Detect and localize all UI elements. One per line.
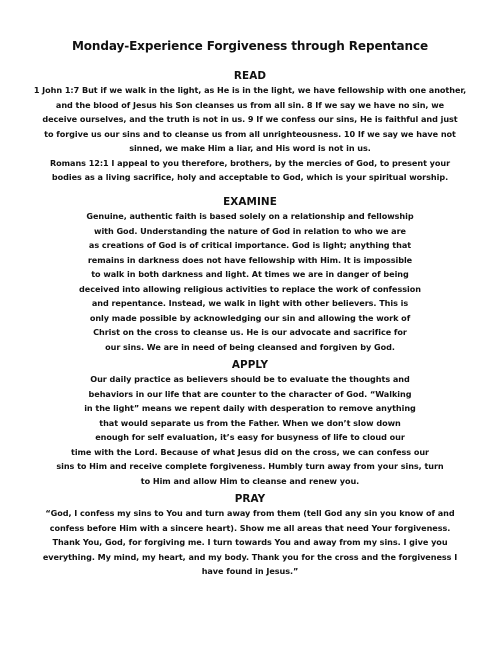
examine-line: to walk in both darkness and light. At times we are in danger of being	[91, 269, 409, 279]
examine-line: only made possible by acknowledging our sin and allowing the work of	[89, 312, 411, 323]
apply-line: behaviors in our life that are counter to the character of God. “Walking	[88, 388, 412, 399]
examine-line: deceived into allowing religious activities to replace the work of confession	[79, 283, 421, 294]
apply-line: Our daily practice as believers should be to evaluate the thoughts and	[90, 374, 410, 384]
read-line: Romans 12:1 I appeal to you therefore, brothers, by the mercies of God, to present your	[49, 157, 451, 168]
read-line: and the blood of Jesus his Son cleanses us from all sin. 8 If we say we have no sin, we	[55, 99, 445, 110]
page-title: Monday-Experience Forgiveness through Repentance	[71, 39, 429, 53]
apply-line: sins to Him and receive complete forgiveness. Humbly turn away from your sins, turn	[56, 461, 444, 471]
read-line: bodies as a living sacrifice, holy and acceptable to God, which is your spiritual worship.	[51, 172, 449, 182]
apply-line: in the light” means we repent daily with desperation to remove anything	[84, 403, 416, 413]
examine-line: Christ on the cross to cleanse us. He is our advocate and sacrifice for	[93, 327, 407, 337]
examine-line: remains in darkness does not have fellowship with Him. It is impossible	[87, 254, 413, 265]
pray-line: have found in Jesus.”	[201, 566, 299, 576]
pray-heading: PRAY	[234, 493, 266, 505]
pray-line: confess before Him with a sincere heart). Show me all areas that need Your forgiveness.	[49, 522, 451, 533]
pray-line: everything. My mind, my heart, and my body. Thank you for the cross and the forgiveness I	[42, 551, 458, 562]
apply-line: to Him and allow Him to cleanse and renew you.	[140, 475, 360, 486]
pray-text	[0, 506, 500, 579]
examine-line: and repentance. Instead, we walk in light with other believers. This is	[91, 298, 409, 308]
examine-line: our sins. We are in need of being cleansed and forgiven by God.	[105, 341, 395, 352]
apply-line: that would separate us from the Father. When we don’t slow down	[99, 417, 401, 428]
pray-section	[0, 492, 500, 579]
pray-line: “God, I confess my sins to You and turn away from them (tell God any sin you know of and	[45, 508, 455, 518]
apply-section	[0, 358, 500, 488]
read-line: to forgive us our sins and to cleanse us from all unrighteousness. 10 If we say we have not	[44, 128, 456, 139]
examine-heading: EXAMINE	[223, 196, 277, 208]
examine-line: Genuine, authentic faith is based solely on a relationship and fellowship	[86, 211, 414, 221]
apply-heading: APPLY	[231, 359, 269, 371]
apply-text	[0, 372, 500, 488]
read-line: deceive ourselves, and the truth is not in us. 9 If we confess our sins, He is faithful and just	[42, 114, 458, 124]
pray-line: Thank You, God, for forgiving me. I turn towards You and away from my sins. I give you	[52, 537, 448, 547]
read-text	[0, 83, 500, 185]
apply-line: enough for self evaluation, it’s easy for busyness of life to cloud our	[95, 432, 405, 442]
examine-text	[0, 209, 500, 354]
read-section	[0, 69, 500, 185]
read-line: 1 John 1:7 But if we walk in the light, as He is in the light, we have fellowship with one another,	[33, 85, 467, 95]
apply-line: time with the Lord. Because of what Jesus did on the cross, we can confess our	[71, 446, 429, 457]
read-line: sinned, we make Him a liar, and His word is not in us.	[129, 143, 371, 153]
read-heading: READ	[233, 70, 267, 82]
examine-line: as creations of God is of critical importance. God is light; anything that	[88, 240, 412, 250]
examine-line: with God. Understanding the nature of God in relation to who we are	[94, 225, 406, 236]
examine-section	[0, 195, 500, 354]
